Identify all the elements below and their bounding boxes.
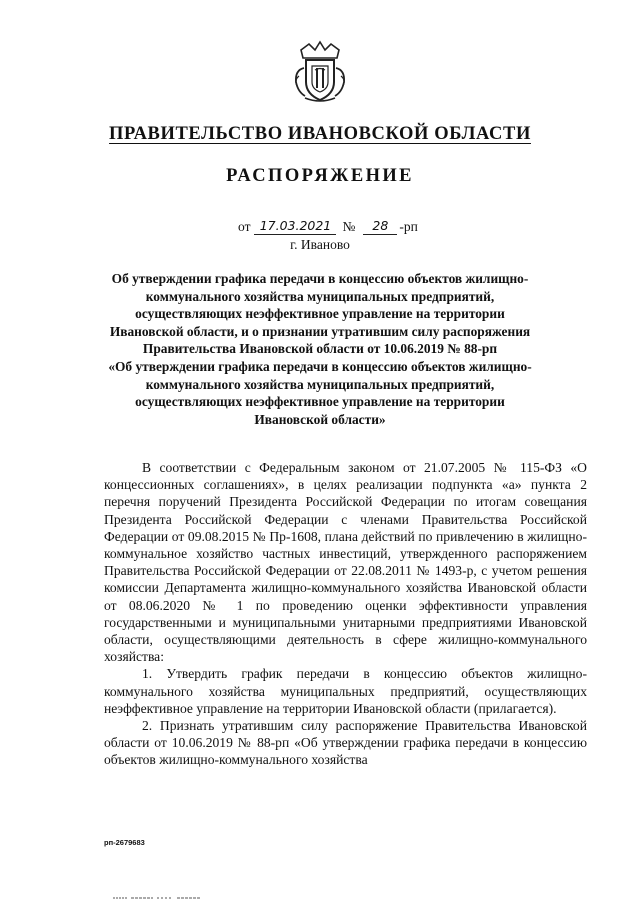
scan-artifact bbox=[113, 895, 203, 901]
document-date: 17.03.2021 bbox=[254, 218, 336, 235]
number-suffix: -рп bbox=[399, 219, 418, 234]
city: г. Иваново bbox=[290, 237, 350, 252]
item-2-paragraph: 2. Признать утратившим силу распоряжение Правительства Ивановской области от 10.06.2019 № 88-рп «Об утверждении графика передачи в концессию объектов жилищно-коммунального хозяйства bbox=[104, 718, 587, 768]
heading-line: осуществляющих неэффективное управление на территории bbox=[135, 394, 505, 410]
heading-line: Ивановской области» bbox=[254, 411, 386, 427]
government-title: ПРАВИТЕЛЬСТВО ИВАНОВСКОЙ ОБЛАСТИ bbox=[109, 124, 531, 144]
heading-line: осуществляющих неэффективное управление на территории bbox=[135, 306, 505, 322]
heading-line: коммунального хозяйства муниципальных предприятий, bbox=[145, 376, 495, 392]
coat-of-arms-icon bbox=[291, 38, 349, 106]
heading-line: Правительства Ивановской области от 10.06.2019 № 88-рп bbox=[142, 341, 498, 357]
document-type: РАСПОРЯЖЕНИЕ bbox=[226, 166, 414, 186]
date-prefix: от bbox=[238, 219, 251, 234]
heading-line: «Об утверждении графика передачи в концессию объектов жилищно- bbox=[108, 358, 532, 374]
number-prefix: № bbox=[342, 219, 356, 234]
footer-document-code: рп-2679683 bbox=[104, 838, 145, 847]
document-heading bbox=[100, 270, 540, 428]
heading-line: Ивановской области, и о признании утратившим силу распоряжения bbox=[109, 323, 531, 339]
preamble-paragraph: В соответствии с Федеральным законом от 21.07.2005 № 115-ФЗ «О концессионных соглашениях», в целях реализации подпункта «а» пункта 2 перечня поручений Президента Российской Федерации по итогам совещания Президента Российской Федерации с членами Правительства Российской Федерации от 09.08.2015 № Пр-1608, плана действий по привлечению в жилищно-коммунальное хозяйство частных инвестиций, утвержденного распоряжением Правительства Российской Федерации от 22.08.2011 № 1493-р, с учетом решения комиссии Департамента жилищно-коммунального хозяйства Ивановской области от 08.06.2020 № 1 по проведению оценки эффективности управления государственными и муниципальными унитарными предприятиями Ивановской области, осуществляющими деятельность в сфере жилищно-коммунального хозяйства: bbox=[104, 460, 587, 665]
document-number: 28 bbox=[363, 218, 397, 235]
item-1-paragraph: 1. Утвердить график передачи в концессию объектов жилищно-коммунального хозяйства муниципальных предприятий, осуществляющих неэффективное управление на территории Ивановской области (прилагается). bbox=[104, 666, 587, 716]
document-body bbox=[104, 459, 587, 769]
registration-line bbox=[238, 218, 418, 235]
heading-line: Об утверждении графика передачи в концессию объектов жилищно- bbox=[111, 271, 529, 286]
heading-line: коммунального хозяйства муниципальных предприятий, bbox=[145, 288, 495, 304]
